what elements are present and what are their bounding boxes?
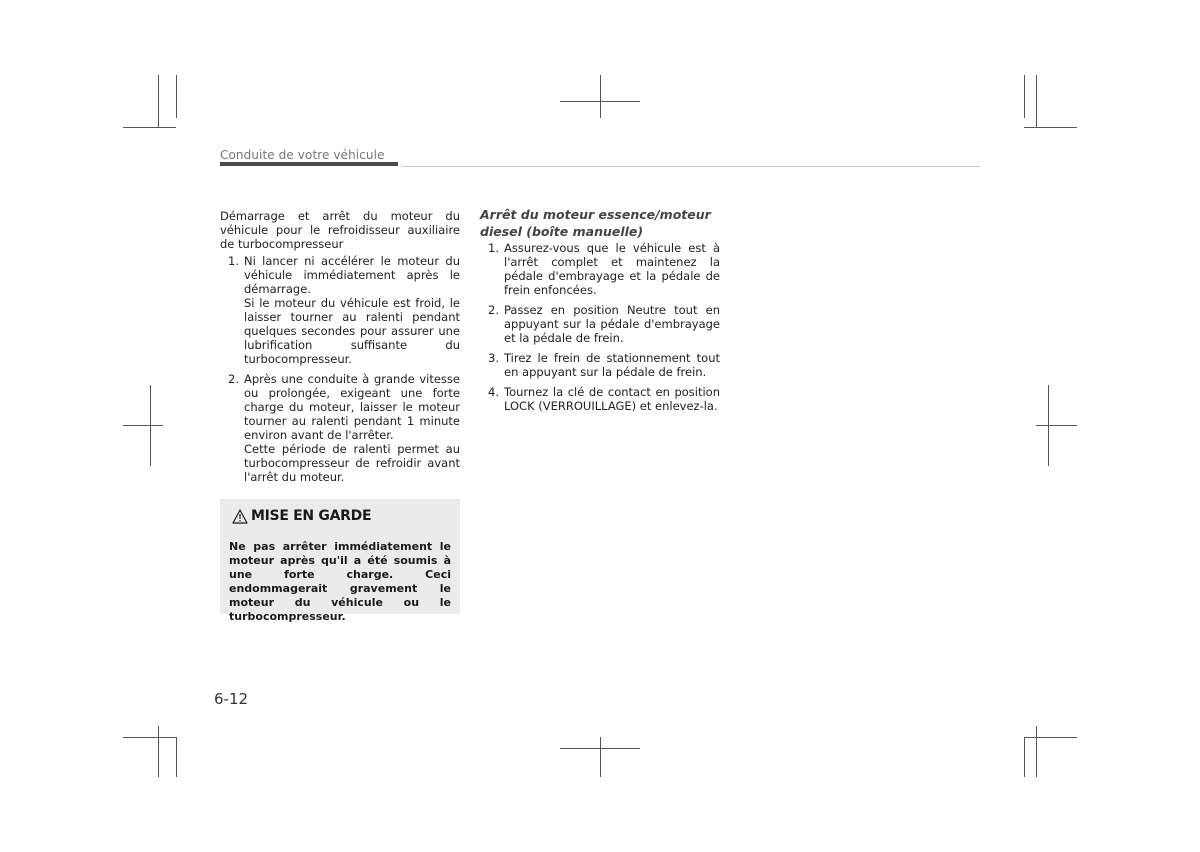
list-item <box>480 241 720 297</box>
paragraph: Après une conduite à grande vitesse ou prolongée, exigeant une forte charge du moteur, laisser le moteur tourner au ralenti pendant 1 minute environ avant de l'arrêter. <box>244 372 460 442</box>
crop-mark <box>600 75 601 118</box>
crop-mark <box>176 737 177 777</box>
crop-mark <box>1048 385 1049 466</box>
list-number: 4. <box>488 385 499 399</box>
list-number: 2. <box>488 303 499 317</box>
warning-triangle-icon <box>232 509 248 524</box>
crop-mark <box>1024 127 1077 128</box>
crop-mark <box>1036 726 1037 777</box>
middle-column <box>480 206 720 419</box>
list-number: 2. <box>228 372 239 386</box>
warning-box <box>220 499 460 623</box>
list-body: Tirez le frein de stationnement tout en appuyant sur la pédale de frein. <box>504 351 720 379</box>
header-bar <box>220 162 398 166</box>
section-title-engine-stop: Arrêt du moteur essence/moteur diesel (boîte manuelle) <box>480 207 711 239</box>
crop-mark <box>150 385 151 466</box>
crop-mark <box>1024 75 1025 118</box>
list-number: 1. <box>488 241 499 255</box>
left-column <box>220 209 460 490</box>
paragraph: Cette période de ralenti permet au turbocompresseur de refroidir avant l'arrêt du moteur. <box>244 442 460 484</box>
list-body: Tournez la clé de contact en position LOCK (VERROUILLAGE) et enlevez-la. <box>504 385 720 413</box>
header-rule <box>402 166 980 167</box>
crop-mark <box>600 737 601 777</box>
crop-mark <box>176 75 177 118</box>
list-body: Assurez-vous que le véhicule est à l'arrêt complet et maintenez la pédale d'embrayage et la pédale de frein enfoncées. <box>504 241 720 297</box>
section-title-turbo: Démarrage et arrêt du moteur du véhicule pour le refroidisseur auxiliaire de turbocompresseur <box>220 209 460 251</box>
crop-mark <box>1024 737 1077 738</box>
list-body <box>244 372 460 484</box>
list-item <box>480 385 720 413</box>
paragraph: Si le moteur du véhicule est froid, le laisser tourner au ralenti pendant quelques secondes pour assurer une lubrification suffisante du turbocompresseur. <box>244 296 460 366</box>
crop-mark <box>158 75 159 128</box>
crop-mark <box>123 425 163 426</box>
list-number: 1. <box>228 254 239 268</box>
crop-mark <box>123 127 176 128</box>
list-item <box>480 303 720 345</box>
list-body <box>244 254 460 366</box>
turbo-steps-list <box>220 254 460 484</box>
crop-mark <box>1036 75 1037 128</box>
chapter-title: Conduite de votre véhicule <box>220 148 385 162</box>
crop-mark <box>1024 737 1025 777</box>
warning-header <box>232 507 451 525</box>
crop-mark <box>158 726 159 777</box>
list-item <box>220 254 460 366</box>
list-body: Passez en position Neutre tout en appuyant sur la pédale d'embrayage et la pédale de frein. <box>504 303 720 345</box>
list-item <box>220 372 460 484</box>
crop-mark <box>123 737 176 738</box>
crop-mark <box>1036 425 1077 426</box>
paragraph: Ni lancer ni accélérer le moteur du véhicule immédiatement après le démarrage. <box>244 254 460 296</box>
warning-title: MISE EN GARDE <box>251 508 372 524</box>
engine-stop-steps-list <box>480 241 720 413</box>
list-item <box>480 351 720 379</box>
page-number: 6-12 <box>214 690 249 708</box>
warning-text: Ne pas arrêter immédiatement le moteur après qu'il a été soumis à une forte charge. Ceci endommagerait gravement le moteur du véhicule ou le turbocompresseur. <box>229 540 451 623</box>
list-number: 3. <box>488 351 499 365</box>
